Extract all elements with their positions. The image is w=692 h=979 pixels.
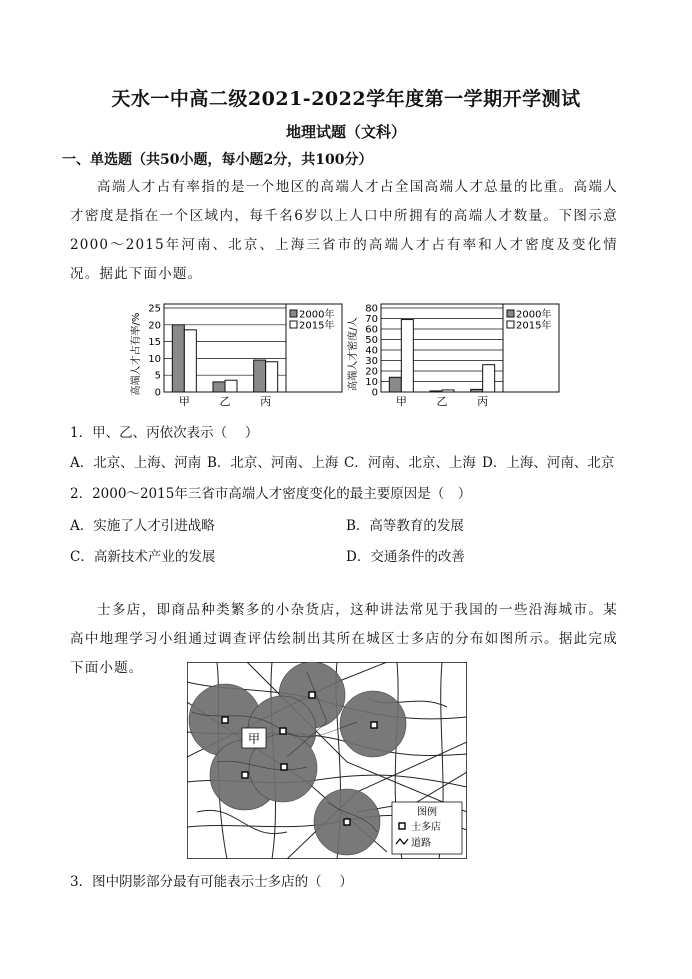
bar-2000 xyxy=(471,389,483,392)
legend-label: 2015年 xyxy=(299,320,335,332)
q2-option-c[interactable]: C．高新技术产业的发展 xyxy=(70,549,216,565)
q1-option-d[interactable]: D．上海、河南、北京 xyxy=(482,455,615,471)
bar-2000 xyxy=(213,382,225,392)
legend-store-icon xyxy=(399,823,405,829)
q1-stem: 1．甲、乙、丙依次表示（ ） xyxy=(70,425,259,441)
bar-2000 xyxy=(430,391,442,392)
bar-2000 xyxy=(389,377,401,392)
y-tick-label: 10 xyxy=(148,353,161,365)
q2-option-b[interactable]: B．高等教育的发展 xyxy=(346,518,464,534)
map-legend xyxy=(392,802,462,854)
bar-2015 xyxy=(266,362,278,392)
passage-1: 高端人才占有率指的是一个地区的高端人才占全国高端人才总量的比重。高端人才密度是指在一个区域内，每千名6岁以上人口中所拥有的高端人才数量。下图示意2000～2015年河南、北京、上海三省市的高端人才占有率和人才密度及变化情况。据此下面小题。 xyxy=(70,179,618,282)
legend-title: 图例 xyxy=(417,807,437,818)
y-tick-label: 70 xyxy=(365,314,378,325)
exam-title: 天水一中高二级2021-2022学年度第一学期开学测试 xyxy=(111,88,581,110)
q2-option-a[interactable]: A．实施了人才引进战略 xyxy=(70,518,215,534)
legend-label: 2000年 xyxy=(516,309,552,321)
legend-swatch xyxy=(507,321,514,328)
y-tick-label: 5 xyxy=(154,370,161,382)
bar-2015 xyxy=(184,330,196,392)
y-tick-label: 25 xyxy=(148,303,161,315)
chart-share xyxy=(128,298,348,413)
y-tick-label: 0 xyxy=(154,387,161,399)
y-tick-label: 60 xyxy=(365,324,378,336)
y-tick-label: 50 xyxy=(365,335,378,346)
store-marker xyxy=(371,722,377,728)
store-marker xyxy=(222,717,228,723)
bar-2015 xyxy=(401,320,413,392)
bar-2000 xyxy=(254,360,266,392)
bar-2015 xyxy=(442,390,454,392)
chart-density xyxy=(345,298,560,413)
y-axis-label: 高端人才占有率/% xyxy=(131,312,142,396)
store-distribution-map xyxy=(187,662,467,859)
bar-2015 xyxy=(225,380,237,392)
store-marker xyxy=(309,692,315,698)
q1-option-b[interactable]: B．北京、河南、上海 xyxy=(207,455,339,471)
q2-stem: 2．2000～2015年三省市高端人才密度变化的最主要原因是（ ） xyxy=(70,486,472,502)
legend-swatch xyxy=(507,310,514,317)
y-tick-label: 80 xyxy=(365,303,378,315)
q1-option-c[interactable]: C．河南、北京、上海 xyxy=(344,455,476,471)
y-tick-label: 15 xyxy=(148,337,161,349)
passage-2: 士多店，即商品种类繁多的小杂货店，这种讲法常见于我国的一些沿海城市。某高中地理学习小组通过调查评估绘制出其所在城区士多店的分布如图所示。据此完成下面小题。 xyxy=(70,602,618,676)
store-marker xyxy=(280,728,286,734)
y-tick-label: 30 xyxy=(365,356,378,367)
legend-label: 2015年 xyxy=(516,320,552,332)
y-axis-label: 高端人才密度/人 xyxy=(348,317,359,391)
q1-option-a[interactable]: A．北京、上海、河南 xyxy=(70,455,202,471)
q2-option-d[interactable]: D．交通条件的改善 xyxy=(346,549,465,565)
bar-2015 xyxy=(483,365,495,392)
legend-swatch xyxy=(290,310,297,317)
category-label: 甲 xyxy=(395,395,407,408)
y-tick-label: 10 xyxy=(365,377,378,388)
y-tick-label: 20 xyxy=(365,366,378,378)
y-tick-label: 0 xyxy=(371,387,378,399)
map-label-jia: 甲 xyxy=(247,732,261,746)
exam-subtitle: 地理试题（文科） xyxy=(285,123,406,141)
legend-road-label: 道路 xyxy=(411,838,431,849)
store-marker xyxy=(344,819,350,825)
legend-swatch xyxy=(290,321,297,328)
q3-stem: 3．图中阴影部分最有可能表示士多店的（ ） xyxy=(70,874,353,890)
category-label: 甲 xyxy=(178,395,190,408)
category-label: 丙 xyxy=(260,395,272,408)
category-label: 乙 xyxy=(219,395,231,408)
store-marker xyxy=(281,764,287,770)
store-marker xyxy=(242,772,248,778)
y-tick-label: 20 xyxy=(148,320,161,332)
bar-2000 xyxy=(172,325,184,392)
legend-label: 2000年 xyxy=(299,309,335,321)
category-label: 乙 xyxy=(436,395,448,408)
category-label: 丙 xyxy=(477,395,489,408)
legend-store-label: 士多店 xyxy=(411,822,441,833)
y-tick-label: 40 xyxy=(365,345,378,357)
section-heading: 一、单选题（共50小题，每小题2分，共100分） xyxy=(62,152,373,168)
